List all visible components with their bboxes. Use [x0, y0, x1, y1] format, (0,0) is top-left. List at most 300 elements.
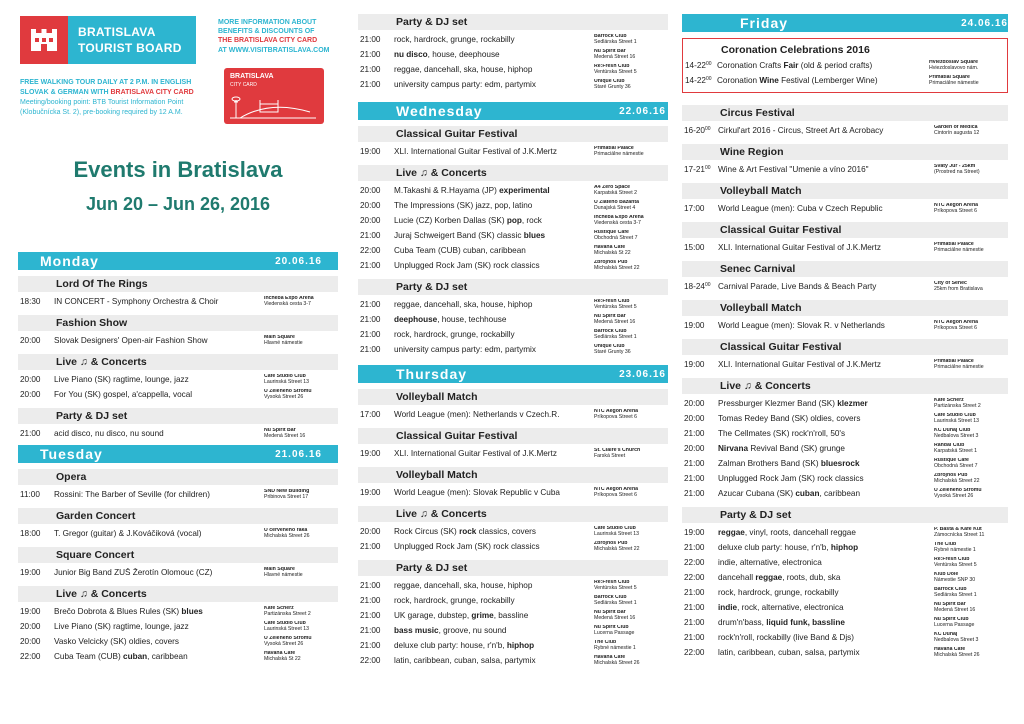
event-time: 18:30 — [20, 297, 41, 306]
event-venue — [934, 458, 1008, 470]
venue-name: Randal Club — [934, 442, 965, 448]
event-title — [394, 315, 594, 324]
category-title: Wine Region — [682, 144, 1008, 160]
venue-address: Vysoká Street 26 — [934, 492, 974, 499]
venue-name: P. Bašta & Kafé Kút — [934, 526, 982, 532]
event-venue — [594, 34, 668, 46]
event-row — [682, 357, 1008, 372]
day-name: Friday — [740, 15, 789, 31]
event-title: latin, caribbean, cuban, salsa, partymix — [718, 648, 860, 657]
event-row — [682, 240, 1008, 255]
event-title-text: Juraj Schweigert Band (SK) classic — [394, 231, 524, 240]
day-name: Wednesday — [396, 103, 483, 119]
event-time — [682, 126, 718, 135]
city-card-image — [224, 68, 324, 124]
event-venue — [934, 488, 1008, 500]
event-title-genre: grime — [471, 611, 494, 620]
website-link[interactable]: AT WWW.VISITBRATISLAVA.COM — [218, 46, 330, 54]
brand-name-line2: TOURIST BOARD — [78, 41, 182, 55]
event-venue — [594, 185, 668, 197]
venue-address: Vysoká Street 26 — [264, 640, 304, 647]
venue-name: Café Studio Club — [264, 620, 306, 626]
event-time: 20:00 — [20, 390, 41, 399]
event-row — [18, 649, 338, 664]
event-venue — [594, 625, 668, 637]
coronation-highlight-box — [682, 38, 1008, 93]
venue-name: Primatial Palace — [934, 358, 974, 364]
event-title: World League (men): Slovak Republic v Cuba — [394, 488, 560, 497]
event-time: 21:00 — [360, 50, 381, 59]
category-title: Volleyball Match — [682, 300, 1008, 316]
event-time: 21:00 — [684, 459, 705, 468]
event-time: 20:00 — [360, 186, 381, 195]
venue-name: The Club — [594, 639, 617, 645]
event-title: Slovak Designers' Open-air Fashion Show — [54, 336, 208, 345]
venue-name: Hviezdoslav Square — [929, 59, 979, 65]
event-time — [683, 61, 717, 70]
event-title-text: M.Takashi & R.Hayama (JP) — [394, 186, 500, 195]
event-venue — [264, 389, 338, 401]
event-title: Cirkul'art 2016 - Circus, Street Art & Acrobacy — [718, 126, 884, 135]
venue-name: Nu Spirit Bar — [594, 48, 626, 54]
venue-name: Barrock Club — [594, 594, 627, 600]
event-row — [358, 327, 668, 342]
event-title-text: , rock, alternative, electronica — [737, 603, 844, 612]
venue-address: Viedenská cesta 3-7 — [594, 219, 641, 226]
event-time: 22:00 — [20, 652, 41, 661]
venue-address: Cintorín augusta 12 — [934, 129, 980, 136]
event-venue — [929, 75, 1003, 87]
event-title: rock, hardrock, grunge, rockabilly — [394, 330, 515, 339]
venue-name: Unique Club — [594, 343, 625, 349]
venue-name: Zbrojnoš Pub — [594, 540, 628, 546]
event-title: Vasko Velcicky (SK) oldies, covers — [54, 637, 179, 646]
event-title — [717, 76, 929, 85]
page-dates: Jun 20 – Jun 26, 2016 — [85, 194, 271, 214]
venue-name: Klub Dole — [934, 571, 959, 577]
walk-line-highlight: BRATISLAVA CITY CARD — [110, 89, 194, 96]
day-date: 24.06.16 — [961, 17, 1008, 29]
event-title: World League (men): Cuba v Czech Republic — [718, 204, 883, 213]
castle-icon — [20, 16, 68, 64]
event-row — [682, 525, 1008, 540]
venue-name: U Zeleného Stromu — [934, 487, 982, 493]
event-title: Unplugged Rock Jam (SK) rock classics — [394, 261, 540, 270]
event-title-text: , vinyl, roots, dancehall reggae — [744, 528, 856, 537]
event-title-text: Azucar Cubana (SK) — [718, 489, 796, 498]
venue-address: Lucerna Passage — [594, 629, 635, 636]
event-row — [682, 471, 1008, 486]
event-row — [358, 144, 668, 159]
event-title-text: drum'n'bass, — [718, 618, 767, 627]
venue-address: Laurinská Street 13 — [934, 417, 979, 424]
event-time: 19:00 — [360, 449, 381, 458]
venue-address: Partizánska Street 2 — [264, 610, 311, 617]
venue-name: U Zeleného Stromu — [264, 388, 312, 394]
event-time: 20:00 — [360, 216, 381, 225]
category-title: Garden Concert — [18, 508, 338, 524]
category-title: Party & DJ set — [682, 507, 1008, 523]
event-time-minutes: 00 — [705, 76, 712, 82]
event-venue — [264, 621, 338, 633]
venue-name: Kafe Scherz — [934, 397, 964, 403]
venue-name: Unique Club — [594, 78, 625, 84]
event-venue — [934, 125, 1008, 137]
venue-name: Zbrojnoš Pub — [594, 259, 628, 265]
venue-name: Garden of Medica — [934, 124, 978, 130]
venue-address: Nedbalova Street 3 — [934, 636, 979, 643]
event-row — [358, 485, 668, 500]
venue-name: Havana Café — [264, 650, 296, 656]
event-time: 21:00 — [360, 300, 381, 309]
highlight-title: Coronation Celebrations 2016 — [721, 44, 870, 56]
event-venue — [934, 242, 1008, 254]
event-time: 20:00 — [20, 375, 41, 384]
event-title — [718, 543, 934, 552]
venue-name: Nu Spirit Bar — [594, 609, 626, 615]
page-title: Events in Bratislava — [73, 157, 283, 182]
venue-address: Príkopova Street 6 — [594, 491, 637, 498]
event-title-genre: Nirvana — [718, 444, 749, 453]
event-time: 21:00 — [360, 35, 381, 44]
event-row — [18, 387, 338, 402]
event-row — [682, 615, 1008, 630]
event-title — [718, 618, 934, 627]
category-title: Classical Guitar Festival — [358, 428, 668, 444]
event-venue — [594, 526, 668, 538]
event-title — [394, 50, 594, 59]
info-line: MORE INFORMATION ABOUT — [218, 19, 317, 26]
event-venue — [934, 647, 1008, 659]
event-title: XLI. International Guitar Festival of J.K.Mertz — [718, 360, 881, 369]
brand-name-line1: BRATISLAVA — [78, 25, 156, 39]
event-title-genre: klezmer — [837, 399, 868, 408]
event-time: 19:00 — [684, 528, 705, 537]
venue-address: Primaciálne námestie — [594, 150, 644, 157]
event-row — [358, 312, 668, 327]
venue-address: Ventúrska Street 5 — [934, 561, 977, 568]
event-venue — [594, 655, 668, 667]
event-title-text: Pressburger Klezmer Band (SK) — [718, 399, 838, 408]
venue-address: (Prostred na Street) — [934, 168, 980, 175]
venue-address: Ventúrska Street 5 — [594, 68, 637, 75]
venue-name: Nu Spirit Club — [594, 624, 629, 630]
event-title: rock, hardrock, grunge, rockabilly — [394, 35, 515, 44]
event-venue — [934, 359, 1008, 371]
category-title: Classical Guitar Festival — [358, 126, 668, 142]
day-header-monday — [18, 252, 338, 270]
event-venue — [264, 489, 338, 501]
column-1 — [18, 0, 338, 724]
day-date: 21.06.16 — [275, 448, 322, 460]
event-row — [18, 487, 338, 502]
venue-name: Primatial Palace — [934, 241, 974, 247]
event-time: 21:00 — [684, 429, 705, 438]
info-line: THE BRATISLAVA CITY CARD — [218, 37, 318, 45]
venue-name: U červeného raka — [264, 527, 308, 533]
event-venue — [594, 595, 668, 607]
event-title: rock, hardrock, grunge, rockabilly — [394, 596, 515, 605]
venue-address: Michalská Street 22 — [594, 545, 640, 552]
venue-address: Karpatská Street 2 — [594, 189, 637, 196]
event-venue — [264, 528, 338, 540]
event-row — [358, 593, 668, 608]
venue-name: Svaty Jur - 25km — [934, 163, 976, 169]
event-title: Rossini: The Barber of Seville (for children) — [54, 490, 210, 499]
venue-address: Laurinská Street 13 — [594, 530, 639, 537]
event-row — [358, 258, 668, 273]
event-title: Tomas Redey Band (SK) oldies, covers — [718, 414, 861, 423]
event-title-genre: liquid funk, bassline — [766, 618, 845, 627]
event-time: 21:00 — [360, 65, 381, 74]
event-time: 18:00 — [20, 529, 41, 538]
event-row — [18, 634, 338, 649]
hero-heading — [18, 156, 338, 216]
venue-name: Barrock Club — [934, 586, 967, 592]
event-venue — [934, 203, 1008, 215]
event-title-genre: Wine — [759, 76, 779, 85]
event-venue — [594, 215, 668, 227]
event-title: Live Piano (SK) ragtime, lounge, jazz — [54, 622, 189, 631]
category-title: Party & DJ set — [18, 408, 338, 424]
venue-address: 25km from Bratislava — [934, 285, 983, 292]
venue-address: Michalská Street 26 — [934, 651, 980, 658]
event-row — [683, 58, 1003, 73]
event-title-genre: nu disco — [394, 50, 428, 59]
event-title-text: , house, techhouse — [437, 315, 507, 324]
event-time: 20:00 — [20, 637, 41, 646]
event-venue — [934, 542, 1008, 554]
venue-name: Café Studio Club — [594, 525, 636, 531]
category-title: Circus Festival — [682, 105, 1008, 121]
event-venue — [934, 281, 1008, 293]
venue-name: Café Studio Club — [264, 373, 306, 379]
event-title: university campus party: edm, partymix — [394, 345, 536, 354]
venue-name: NTC Aegon Arena — [934, 202, 978, 208]
category-title: Opera — [18, 469, 338, 485]
venue-name: Havana Café — [594, 654, 626, 660]
event-time: 11:00 — [20, 490, 40, 499]
event-row — [358, 213, 668, 228]
day-header-wednesday — [358, 102, 668, 120]
event-venue — [594, 200, 668, 212]
event-time: 19:00 — [684, 321, 705, 330]
venue-name: The Club — [934, 541, 957, 547]
event-row — [358, 47, 668, 62]
event-time: 20:00 — [684, 399, 705, 408]
event-title: Junior Big Band ZUŠ Žerotín Olomouc (CZ) — [54, 568, 213, 577]
event-title: The Impressions (SK) jazz, pop, latino — [394, 201, 533, 210]
category-title: Fashion Show — [18, 315, 338, 331]
event-title-text: (old & period crafts) — [798, 61, 873, 70]
venue-address: Obchodná Street 7 — [594, 234, 638, 241]
event-time: 21:00 — [360, 611, 381, 620]
event-venue — [934, 413, 1008, 425]
event-title-text: UK garage, dubstep, — [394, 611, 472, 620]
event-row — [682, 585, 1008, 600]
venue-address: Príkopova Street 6 — [594, 413, 637, 420]
event-row — [682, 123, 1008, 138]
event-venue — [934, 428, 1008, 440]
event-time: 21:00 — [360, 641, 381, 650]
event-time: 20:00 — [684, 444, 705, 453]
venue-address: Michalská St 22 — [594, 249, 631, 256]
event-row — [682, 162, 1008, 177]
event-title — [718, 489, 934, 498]
event-venue — [934, 587, 1008, 599]
venue-address: Michalská Street 22 — [594, 264, 640, 271]
venue-address: Farská Street — [594, 452, 626, 459]
event-time: 21:00 — [684, 633, 705, 642]
event-time: 21:00 — [684, 474, 705, 483]
event-time: 21:00 — [360, 626, 381, 635]
event-row — [358, 608, 668, 623]
venue-name: Barrock Club — [594, 33, 627, 39]
venue-address: Michalská St 22 — [264, 655, 301, 662]
venue-address: Staré Grunty 36 — [594, 348, 631, 355]
event-venue — [934, 473, 1008, 485]
venue-name: NTC Aegon Arena — [934, 319, 978, 325]
walking-tour-info — [20, 78, 214, 118]
venue-name: NTC Aegon Arena — [594, 408, 638, 414]
venue-name: Kafe Scherz — [264, 605, 294, 611]
event-title: T. Gregor (guitar) & J.Kováčiková (vocal) — [54, 529, 202, 538]
event-time-range: 17-21 — [684, 165, 705, 174]
event-title: For You (SK) gospel, a'cappella, vocal — [54, 390, 193, 399]
event-time: 21:00 — [360, 542, 381, 551]
venue-address: Viedenská cesta 3-7 — [264, 300, 311, 307]
event-row — [358, 638, 668, 653]
brand-name — [68, 16, 196, 64]
event-row — [18, 604, 338, 619]
event-title-genre: cuban — [795, 489, 820, 498]
event-row — [683, 73, 1003, 88]
venue-address: Hlavné námestie — [264, 339, 303, 346]
venue-address: Pribinova Street 17 — [264, 493, 309, 500]
event-row — [358, 32, 668, 47]
category-title: Live ♫ & Concerts — [358, 506, 668, 522]
event-time: 21:00 — [360, 80, 381, 89]
event-row — [682, 540, 1008, 555]
event-title: Wine & Art Festival "Umenie a víno 2016" — [718, 165, 869, 174]
event-title — [718, 444, 934, 453]
event-title: Unplugged Rock Jam (SK) rock classics — [718, 474, 864, 483]
event-title-genre: hiphop — [506, 641, 535, 650]
event-venue — [594, 541, 668, 553]
event-title-genre: bass music — [394, 626, 439, 635]
event-title-genre: rock — [459, 527, 477, 536]
event-venue — [264, 428, 338, 440]
event-title: indie, alternative, electronica — [718, 558, 822, 567]
venue-address: Námestie SNP 30 — [934, 576, 976, 583]
venue-address: Príkopova Street 6 — [934, 324, 977, 331]
event-time-minutes: 00 — [704, 165, 711, 171]
event-title: Unplugged Rock Jam (SK) rock classics — [394, 542, 540, 551]
event-row — [682, 555, 1008, 570]
event-row — [18, 619, 338, 634]
event-venue — [594, 314, 668, 326]
event-venue — [934, 572, 1008, 584]
event-title-text: Zalman Brothers Band (SK) — [718, 459, 821, 468]
event-title: The Cellmates (SK) rock'n'roll, 50's — [718, 429, 846, 438]
venue-address: Staré Grunty 36 — [594, 83, 631, 90]
event-time: 21:00 — [684, 603, 705, 612]
event-venue — [934, 557, 1008, 569]
event-title — [718, 528, 934, 537]
event-venue — [264, 374, 338, 386]
venue-address: Príkopova Street 6 — [934, 207, 977, 214]
event-venue — [264, 651, 338, 663]
venue-name: U Zlatého Bažanta — [594, 199, 639, 205]
event-title-text: Cuba Team (CUB) — [54, 652, 124, 661]
event-venue — [594, 580, 668, 592]
event-title — [718, 603, 934, 612]
card-subtitle: CITY CARD — [230, 82, 257, 88]
event-title: XLI. International Guitar Festival of J.K.Mertz — [718, 243, 881, 252]
event-title-text: dancehall — [718, 573, 756, 582]
day-date: 20.06.16 — [275, 255, 322, 267]
event-time: 21:00 — [360, 315, 381, 324]
event-time: 21:00 — [360, 581, 381, 590]
event-title-text: , rock — [521, 216, 542, 225]
event-row — [682, 426, 1008, 441]
event-title-genre: deephouse — [394, 315, 438, 324]
event-title-text: Coronation — [717, 76, 760, 85]
event-title — [718, 573, 934, 582]
event-title — [718, 399, 934, 408]
event-title: university campus party: edm, partymix — [394, 80, 536, 89]
event-row — [682, 411, 1008, 426]
event-title — [394, 611, 594, 620]
event-row — [358, 407, 668, 422]
category-title: Square Concert — [18, 547, 338, 563]
event-title-text: , caribbean — [819, 489, 861, 498]
walk-line: Meeting/booking point: BTB Tourist Information Point — [20, 99, 184, 106]
event-venue — [594, 49, 668, 61]
event-time: 21:00 — [360, 596, 381, 605]
venue-name: Re:Fresh Club — [594, 579, 630, 585]
venue-address: Ventúrska Street 5 — [594, 584, 637, 591]
venue-name: Incheba Expo Arena — [594, 214, 644, 220]
venue-address: Ventúrska Street 5 — [594, 303, 637, 310]
event-time: 21:00 — [684, 543, 705, 552]
venue-name: Havana Café — [934, 646, 966, 652]
venue-address: Medená Street 16 — [934, 606, 976, 613]
event-row — [358, 342, 668, 357]
brand-logo-block[interactable] — [20, 16, 196, 64]
venue-address: Michalská Street 22 — [934, 477, 980, 484]
event-title — [394, 527, 594, 536]
event-title-genre: blues — [181, 607, 203, 616]
skyline-icon — [230, 90, 316, 120]
venue-address: Michalská Street 26 — [264, 532, 310, 539]
event-time: 19:00 — [20, 607, 41, 616]
event-row — [358, 183, 668, 198]
event-time: 17:00 — [684, 204, 705, 213]
day-header-tuesday — [18, 445, 338, 463]
event-title-text: , bassline — [493, 611, 529, 620]
event-venue — [934, 602, 1008, 614]
venue-address: Michalská Street 26 — [594, 659, 640, 666]
category-title: Senec Carnival — [682, 261, 1008, 277]
event-title-genre: blues — [523, 231, 546, 240]
event-time-minutes: 00 — [705, 61, 712, 67]
event-time: 21:00 — [684, 618, 705, 627]
event-time: 22:00 — [684, 573, 705, 582]
venue-name: U Zeleného Stromu — [264, 635, 312, 641]
day-date: 23.06.16 — [619, 368, 666, 380]
event-title: Cuba Team (CUB) cuban, caribbean — [394, 246, 526, 255]
